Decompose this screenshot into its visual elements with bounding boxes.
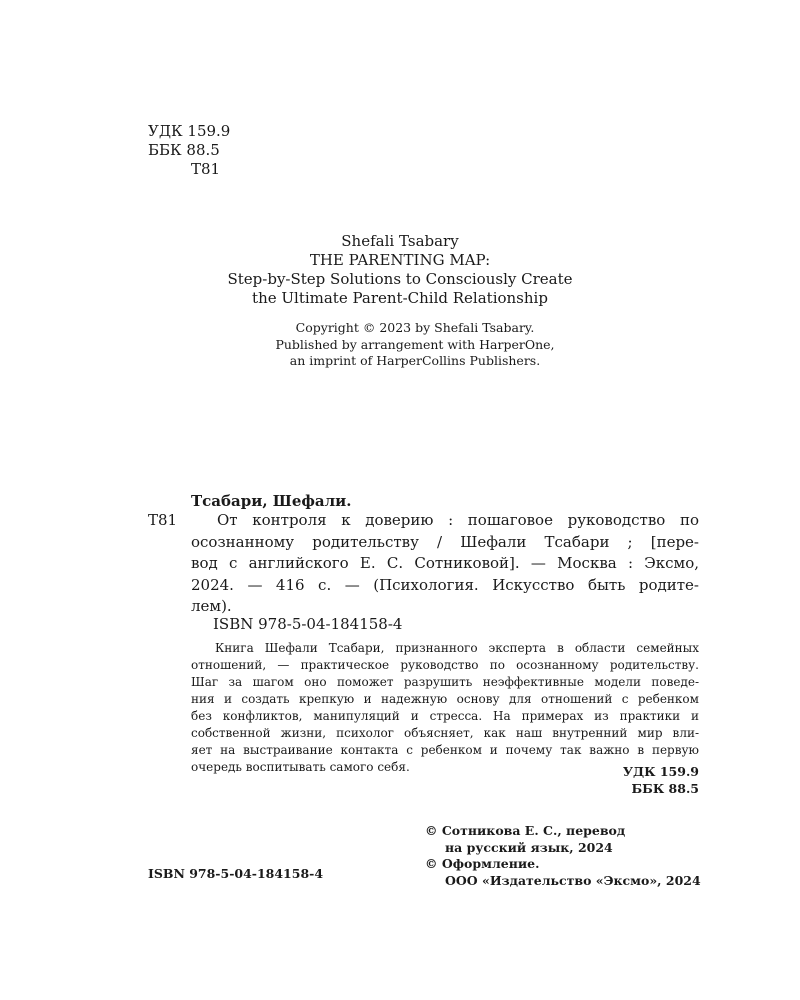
original-copyright-line-1: Copyright © 2023 by Shefali Tsabary. [295,320,535,335]
original-subtitle-line-1: Step-by-Step Solutions to Consciously Create [227,270,573,288]
footer-bbk-code: ББК 88.5 [631,780,699,796]
record-line: 2024. — 416 с. — (Психология. Искусство быть родите- [191,575,699,594]
annotation-line: ния и создать крепкую и надежную основу для отношений с ребенком [191,692,699,706]
annotation-line: Шаг за шагом оно поможет разрушить неэффективные модели поведе- [191,675,699,689]
record-line: лем). [191,597,232,615]
original-author: Shefali Tsabary [341,232,459,250]
record-author-mark: Т81 [148,511,178,529]
isbn-footer: ISBN 978-5-04-184158-4 [148,866,324,881]
original-subtitle-line-2: the Ultimate Parent-Child Relationship [252,289,548,307]
original-copyright-line-3: an imprint of HarperCollins Publishers. [289,353,541,368]
annotation-line: без конфликтов, манипуляций и стресса. На примерах из практики и [191,709,699,723]
annotation-line: Книга Шефали Тсабари, признанного эксперта в области семейных [215,641,699,655]
design-copyright-line-2: ООО «Издательство «Эксмо», 2024 [445,872,701,888]
original-copyright-line-2: Published by arrangement with HarperOne, [275,336,555,352]
annotation-line: яет на выстраивание контакта с ребенком и почему так важно в первую [191,743,699,757]
classification-codes [148,122,230,179]
record-isbn: ISBN 978-5-04-184158-4 [213,615,403,633]
record-line: вод с английского Е. С. Сотниковой]. — Москва : Эксмо, [191,554,699,572]
record-line: осознанному родительству / Шефали Тсабари ; [пере- [191,532,699,551]
original-copyright-block [0,320,800,370]
translation-copyright-line-1: © Сотникова Е. С., перевод [425,823,626,838]
udk-code: УДК 159.9 [148,122,231,140]
footer-classification-codes [600,764,699,797]
original-edition-title-block [0,232,800,308]
annotation-line: очередь воспитывать самого себя. [191,760,410,774]
annotation-line: отношений, — практическое руководство по осознанному родительству. [191,658,699,672]
annotation-line: собственной жизни, психолог объясняет, как наш внутренний мир вли- [191,726,699,740]
footer-udk-code: УДК 159.9 [622,764,699,779]
bibliographic-record [191,510,699,618]
copyright-notices [425,823,701,889]
original-title: THE PARENTING MAP: [309,251,491,269]
record-author-heading: Тсабари, Шефали. [191,492,352,510]
translation-copyright-line-2: на русский язык, 2024 [445,839,613,855]
bbk-code: ББК 88.5 [148,141,220,159]
annotation [191,640,699,776]
design-copyright-line-1: © Оформление. [425,856,540,871]
author-mark: Т81 [191,160,221,178]
record-line: От контроля к доверию : пошаговое руководство по [217,511,699,529]
